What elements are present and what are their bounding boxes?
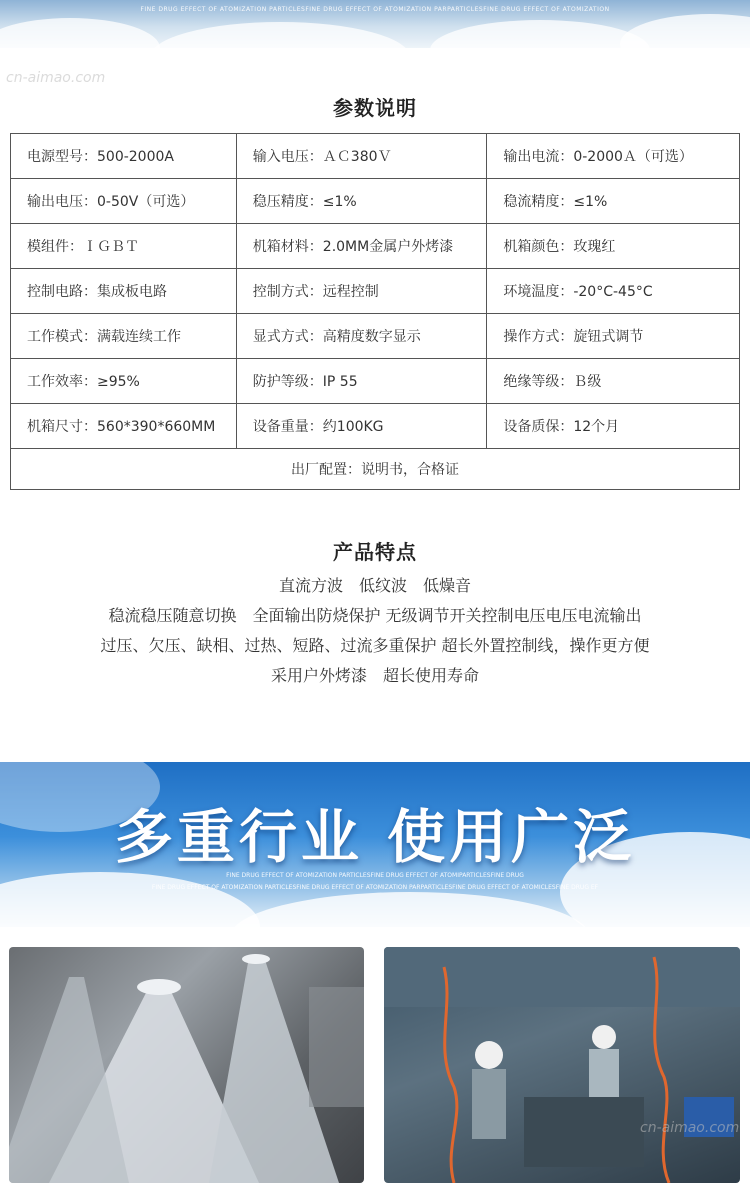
specs-title: 参数说明 [333,96,417,120]
feature-line: 采用户外烤漆 超长使用寿命 [270,666,479,685]
watermark-top: cn-aimao.com [6,70,106,86]
factory-workers-photo [384,947,740,1183]
spec-cell: 环境温度：-20°C-45°C [487,269,740,314]
top-banner [0,0,750,48]
industry-banner [0,762,750,927]
spec-cell: 设备质保：12个月 [487,404,740,449]
spec-cell: 绝缘等级：Ｂ级 [487,359,740,404]
feature-line: 过压、欠压、缺相、过热、短路、过流多重保护 超长外置控制线，操作更方便 [100,636,650,655]
industry-headline: 多重行业 使用广泛 [114,803,636,871]
spec-cell: 控制方式：远程控制 [236,269,487,314]
banner-sub-line: FINE DRUG EFFECT OF ATOMIZATION PARTICLESFINE DRUG EFFECT OF ATOMIPARTICLESFINE DRUG [226,872,524,879]
spec-cell: 设备重量：约100KG [236,404,487,449]
spec-cell: 模组件：ＩＧＢＴ [11,224,237,269]
spec-footer: 出厂配置：说明书，合格证 [11,449,740,490]
banner-tiny-text: FINE DRUG EFFECT OF ATOMIZATION PARTICLESFINE DRUG EFFECT OF ATOMIZATION PARPARTICLESFINE DRUG EFFECT OF ATOMIZATION [140,6,610,13]
spec-table [10,133,740,490]
spec-row [11,314,740,359]
spec-row [11,269,740,314]
spec-cell: 机箱材料：2.0MM金属户外烤漆 [236,224,487,269]
features-title: 产品特点 [333,540,417,564]
spec-cell: 工作模式：满载连续工作 [11,314,237,359]
spec-cell: 操作方式：旋钮式调节 [487,314,740,359]
feature-line: 直流方波 低纹波 低燥音 [278,576,471,595]
spec-cell: 电源型号：500-2000A [11,134,237,179]
spec-cell: 输出电压：0-50V（可选） [11,179,237,224]
spec-cell: 输出电流：0-2000Ａ（可选） [487,134,740,179]
features-list [0,571,750,691]
spec-cell: 机箱尺寸：560*390*660MM [11,404,237,449]
banner-sub-line: FINE DRUG EFFECT OF ATOMIZATION PARTICLESFINE DRUG EFFECT OF ATOMIZATION PARPARTICLESFINE DRUG EFFECT OF ATOMICLESFINE DRUG EF [151,884,599,891]
spec-row [11,134,740,179]
spec-cell: 稳压精度：≤1% [236,179,487,224]
feature-line: 稳流稳压随意切换 全面输出防烧保护 无级调节开关控制电压电压电流输出 [108,606,642,625]
spec-cell: 工作效率：≥95% [11,359,237,404]
spec-footer-row [11,449,740,490]
stainless-cones-photo [9,947,364,1183]
spec-row [11,179,740,224]
spec-row [11,404,740,449]
spec-cell: 输入电压：ＡＣ380Ｖ [236,134,487,179]
watermark-bottom: cn-aimao.com [640,1120,740,1136]
spec-cell: 机箱颜色：玫瑰红 [487,224,740,269]
spec-cell: 防护等级：IP 55 [236,359,487,404]
spec-cell: 控制电路：集成板电路 [11,269,237,314]
spec-cell: 显式方式：高精度数字显示 [236,314,487,359]
spec-cell: 稳流精度：≤1% [487,179,740,224]
spec-row [11,359,740,404]
spec-row [11,224,740,269]
